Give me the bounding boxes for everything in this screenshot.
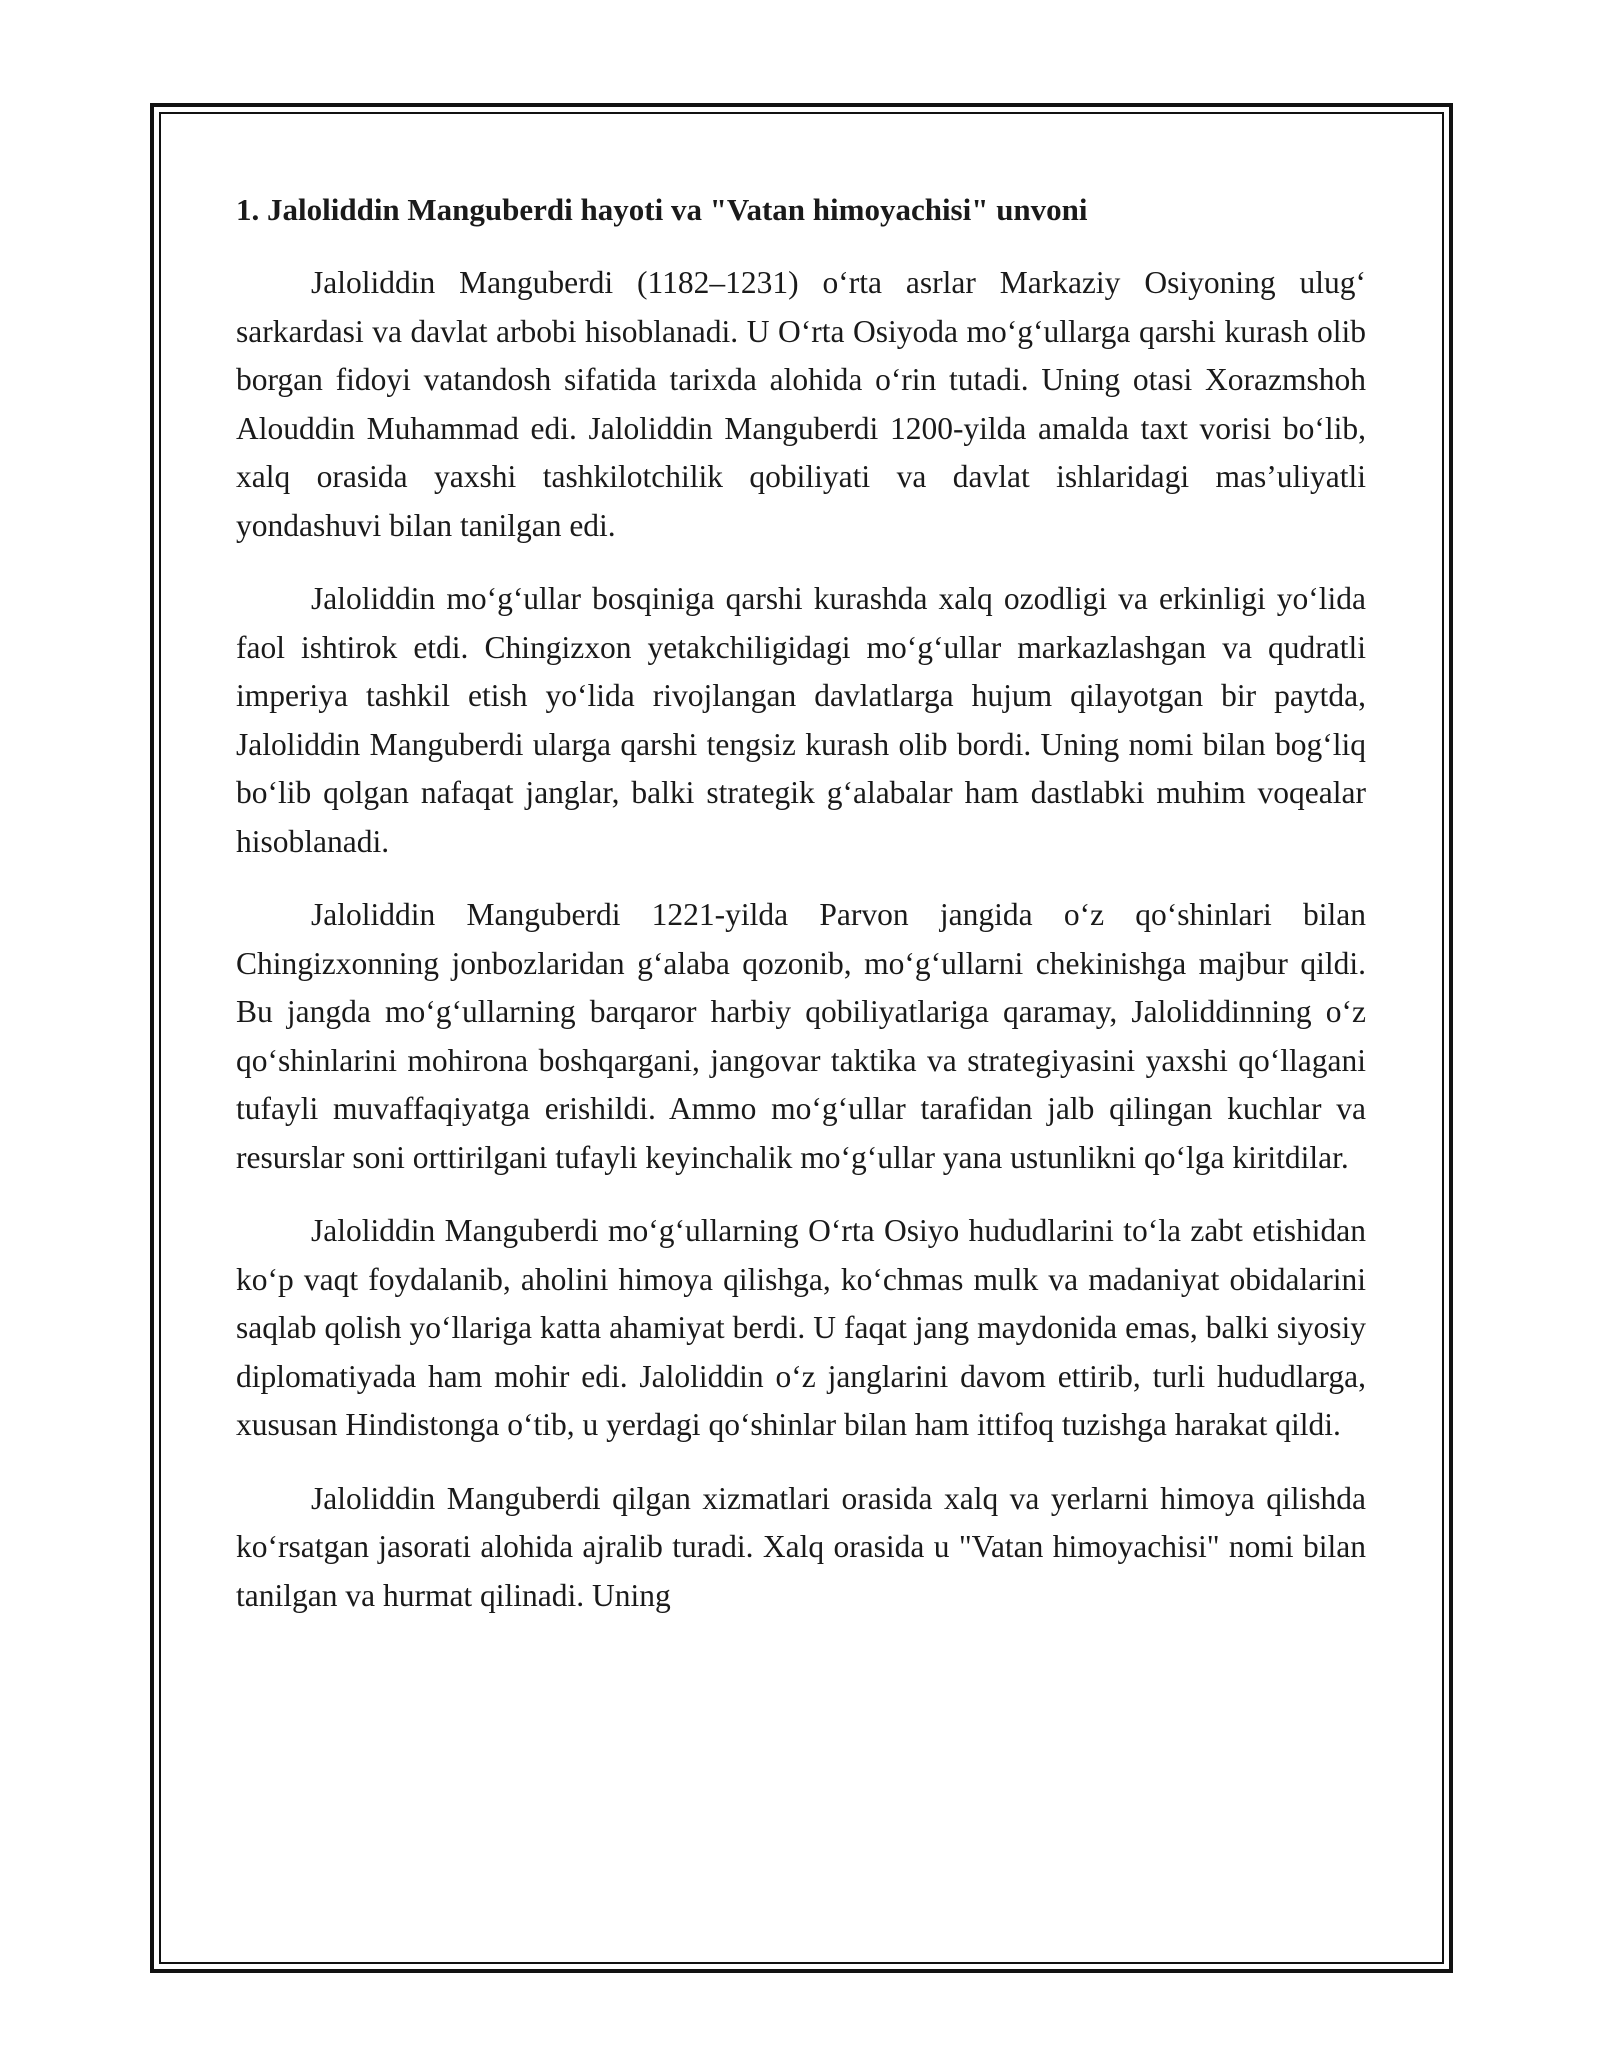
paragraph-3: Jaloliddin Manguberdi 1221-yilda Parvon jangida oʻz qoʻshinlari bilan Chingizxonning jonbozlaridan gʻalaba qozonib, moʻgʻullarni chekinishga majbur qildi. Bu jangda moʻgʻullarning barqaror harbiy qobiliyatlariga qaramay, Jaloliddinning oʻz qoʻshinlarini mohirona boshqargani, jangovar taktika va strategiyasini yaxshi qoʻllagani tufayli muvaffaqiyatga erishildi. Ammo moʻgʻullar tarafidan jalb qilingan kuchlar va resurslar soni orttirilgani tufayli keyinchalik moʻgʻullar yana ustunlikni qoʻlga kiritdilar. <box>236 897 1366 1175</box>
paragraph-5: Jaloliddin Manguberdi qilgan xizmatlari orasida xalq va yerlarni himoya qilishda koʻrsatgan jasorati alohida ajralib turadi. Xalq orasida u "Vatan himoyachisi" nomi bilan tanilgan va hurmat qilinadi. Uning <box>236 1480 1366 1613</box>
document-body <box>236 186 1366 1645</box>
paragraph-1: Jaloliddin Manguberdi (1182–1231) oʻrta asrlar Markaziy Osiyoning ulugʻ sarkardasi va davlat arbobi hisoblanadi. U Oʻrta Osiyoda moʻgʻullarga qarshi kurash olib borgan fidoyi vatandosh sifatida tarixda alohida oʻrin tutadi. Uning otasi Xorazmshoh Alouddin Muhammad edi. Jaloliddin Manguberdi 1200-yilda amalda taxt vorisi boʻlib, xalq orasida yaxshi tashkilotchilik qobiliyati va davlat ishlaridagi mas’uliyatli yondashuvi bilan tanilgan edi. <box>236 265 1366 543</box>
paragraph-4: Jaloliddin Manguberdi moʻgʻullarning Oʻrta Osiyo hududlarini toʻla zabt etishidan koʻp vaqt foydalanib, aholini himoya qilishga, koʻchmas mulk va madaniyat obidalarini saqlab qolish yoʻllariga katta ahamiyat berdi. U faqat jang maydonida emas, balki siyosiy diplomatiyada ham mohir edi. Jaloliddin oʻz janglarini davom ettirib, turli hududlarga, xususan Hindistonga oʻtib, u yerdagi qoʻshinlar bilan ham ittifoq tuzishga harakat qildi. <box>236 1213 1366 1442</box>
paragraph-2: Jaloliddin moʻgʻullar bosqiniga qarshi kurashda xalq ozodligi va erkinligi yoʻlida faol ishtirok etdi. Chingizxon yetakchiligidagi moʻgʻullar markazlashgan va qudratli imperiya tashkil etish yoʻlida rivojlangan davlatlarga hujum qilayotgan bir paytda, Jaloliddin Manguberdi ularga qarshi tengsiz kurash olib bordi. Uning nomi bilan bogʻliq boʻlib qolgan nafaqat janglar, balki strategik gʻalabalar ham dastlabki muhim voqealar hisoblanadi. <box>236 581 1366 859</box>
section-heading: 1. Jaloliddin Manguberdi hayoti va "Vatan himoyachisi" unvoni <box>236 192 1088 227</box>
